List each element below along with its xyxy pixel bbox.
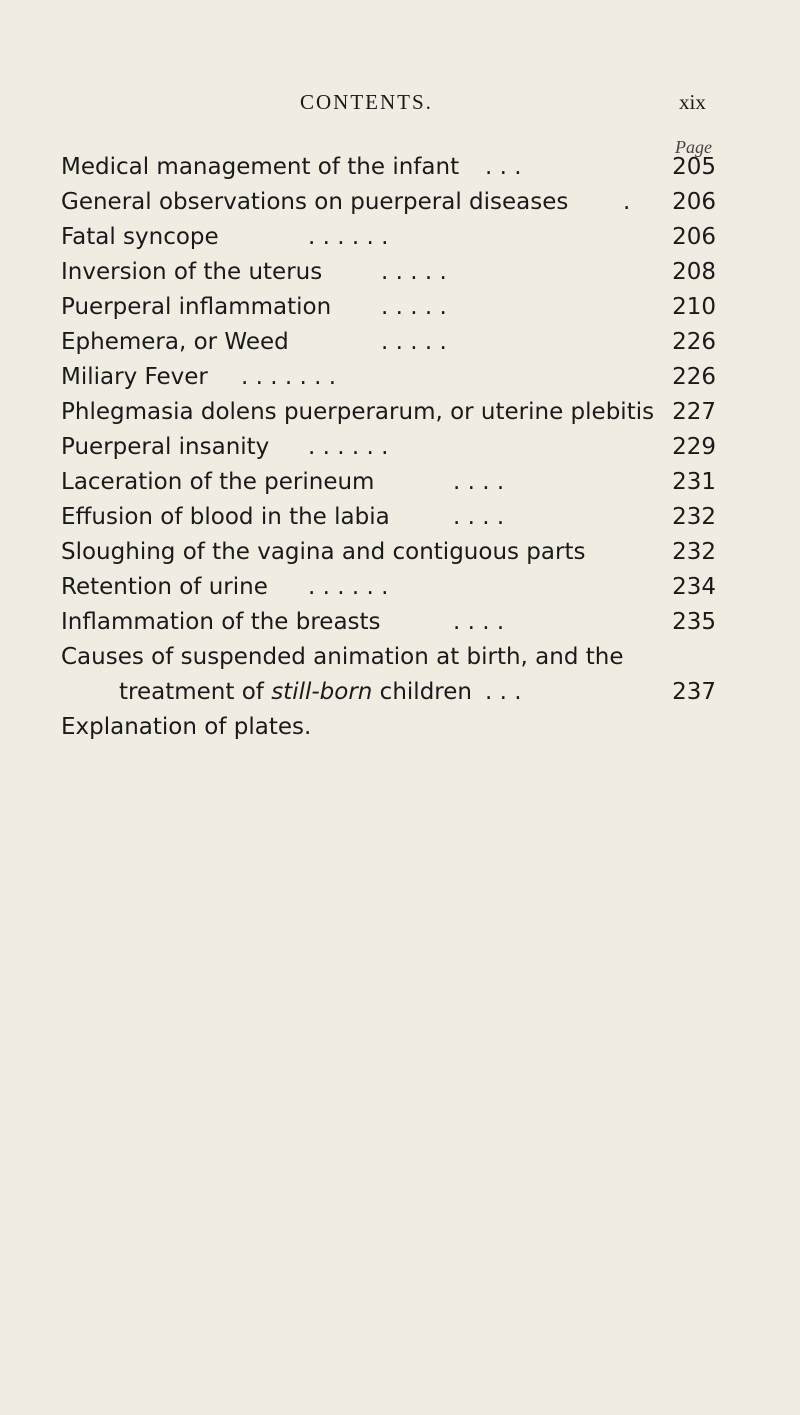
table-of-contents	[61, 150, 716, 745]
toc-entry	[61, 430, 716, 465]
toc-entry-title: Sloughing of the vagina and contiguous parts	[61, 539, 586, 565]
toc-entry-page: 235	[672, 609, 716, 635]
toc-leader: . . . .	[453, 469, 505, 495]
toc-entry-title: Retention of urine	[61, 574, 268, 600]
toc-entry-title: Explanation of plates.	[61, 714, 312, 740]
toc-entry-title: Laceration of the perineum	[61, 469, 375, 495]
toc-entry	[61, 360, 716, 395]
toc-entry	[61, 220, 716, 255]
toc-entry-title-line2-suffix: children	[372, 679, 472, 705]
toc-entry-page: 206	[672, 224, 716, 250]
toc-entry-page: 206	[672, 189, 716, 215]
toc-entry	[61, 185, 716, 220]
toc-entry-title: Puerperal insanity	[61, 434, 270, 460]
toc-entry-multiline	[61, 640, 716, 710]
toc-leader: .	[623, 189, 631, 215]
toc-leader: . . .	[485, 154, 522, 180]
toc-entry-title: Medical management of the infant	[61, 154, 460, 180]
toc-entry-title: Inflammation of the breasts	[61, 609, 381, 635]
toc-entry	[61, 500, 716, 535]
toc-entry	[61, 465, 716, 500]
toc-leader: . . . .	[453, 504, 505, 530]
toc-entry	[61, 325, 716, 360]
toc-entry	[61, 290, 716, 325]
toc-entry	[61, 395, 716, 430]
page-folio: xix	[679, 90, 706, 114]
toc-entry-title-italic: still-born	[271, 679, 373, 705]
toc-entry-title: Inversion of the uterus	[61, 259, 323, 285]
toc-entry-page: 227	[672, 399, 716, 425]
toc-entry-title-line2	[119, 675, 472, 710]
toc-entry-page: 210	[672, 294, 716, 320]
toc-entry-page: 226	[672, 329, 716, 355]
toc-entry	[61, 605, 716, 640]
toc-entry-title: Puerperal inflammation	[61, 294, 332, 320]
toc-entry	[61, 150, 716, 185]
toc-entry	[61, 255, 716, 290]
toc-entry-page: 226	[672, 364, 716, 390]
toc-leader: . . . . . .	[308, 224, 389, 250]
toc-entry-title: Fatal syncope	[61, 224, 219, 250]
toc-entry-title: General observations on puerperal diseases	[61, 189, 569, 215]
toc-leader: . . . . . .	[308, 434, 389, 460]
toc-entry-title: Effusion of blood in the labia	[61, 504, 390, 530]
toc-entry-page: 205	[672, 154, 716, 180]
page-column-label: Page	[675, 137, 712, 157]
toc-leader: . . .	[485, 679, 522, 705]
toc-leader: . . . . . . .	[241, 364, 337, 390]
toc-entry	[61, 535, 716, 570]
toc-entry-title: Phlegmasia dolens puerperarum, or uterine plebitis	[61, 399, 655, 425]
running-title: CONTENTS.	[300, 90, 433, 114]
toc-entry-page: 231	[672, 469, 716, 495]
toc-entry-title-line2-prefix: treatment of	[119, 679, 272, 705]
toc-entry-page: 232	[672, 539, 716, 565]
toc-entry	[61, 570, 716, 605]
toc-entry-title: Miliary Fever	[61, 364, 208, 390]
toc-leader: . . . . .	[381, 294, 447, 320]
toc-leader: . . . .	[453, 609, 505, 635]
toc-entry-title-line1: Causes of suspended animation at birth, and the	[61, 644, 624, 670]
toc-entry-page: 208	[672, 259, 716, 285]
toc-entry-title: Ephemera, or Weed	[61, 329, 289, 355]
toc-entry-page: 229	[672, 434, 716, 460]
toc-leader: . . . . .	[381, 259, 447, 285]
toc-entry-page: 237	[672, 679, 716, 705]
toc-entry-page: 234	[672, 574, 716, 600]
toc-leader: . . . . . .	[308, 574, 389, 600]
toc-leader: . . . . .	[381, 329, 447, 355]
toc-entry-page: 232	[672, 504, 716, 530]
toc-entry	[61, 710, 716, 745]
